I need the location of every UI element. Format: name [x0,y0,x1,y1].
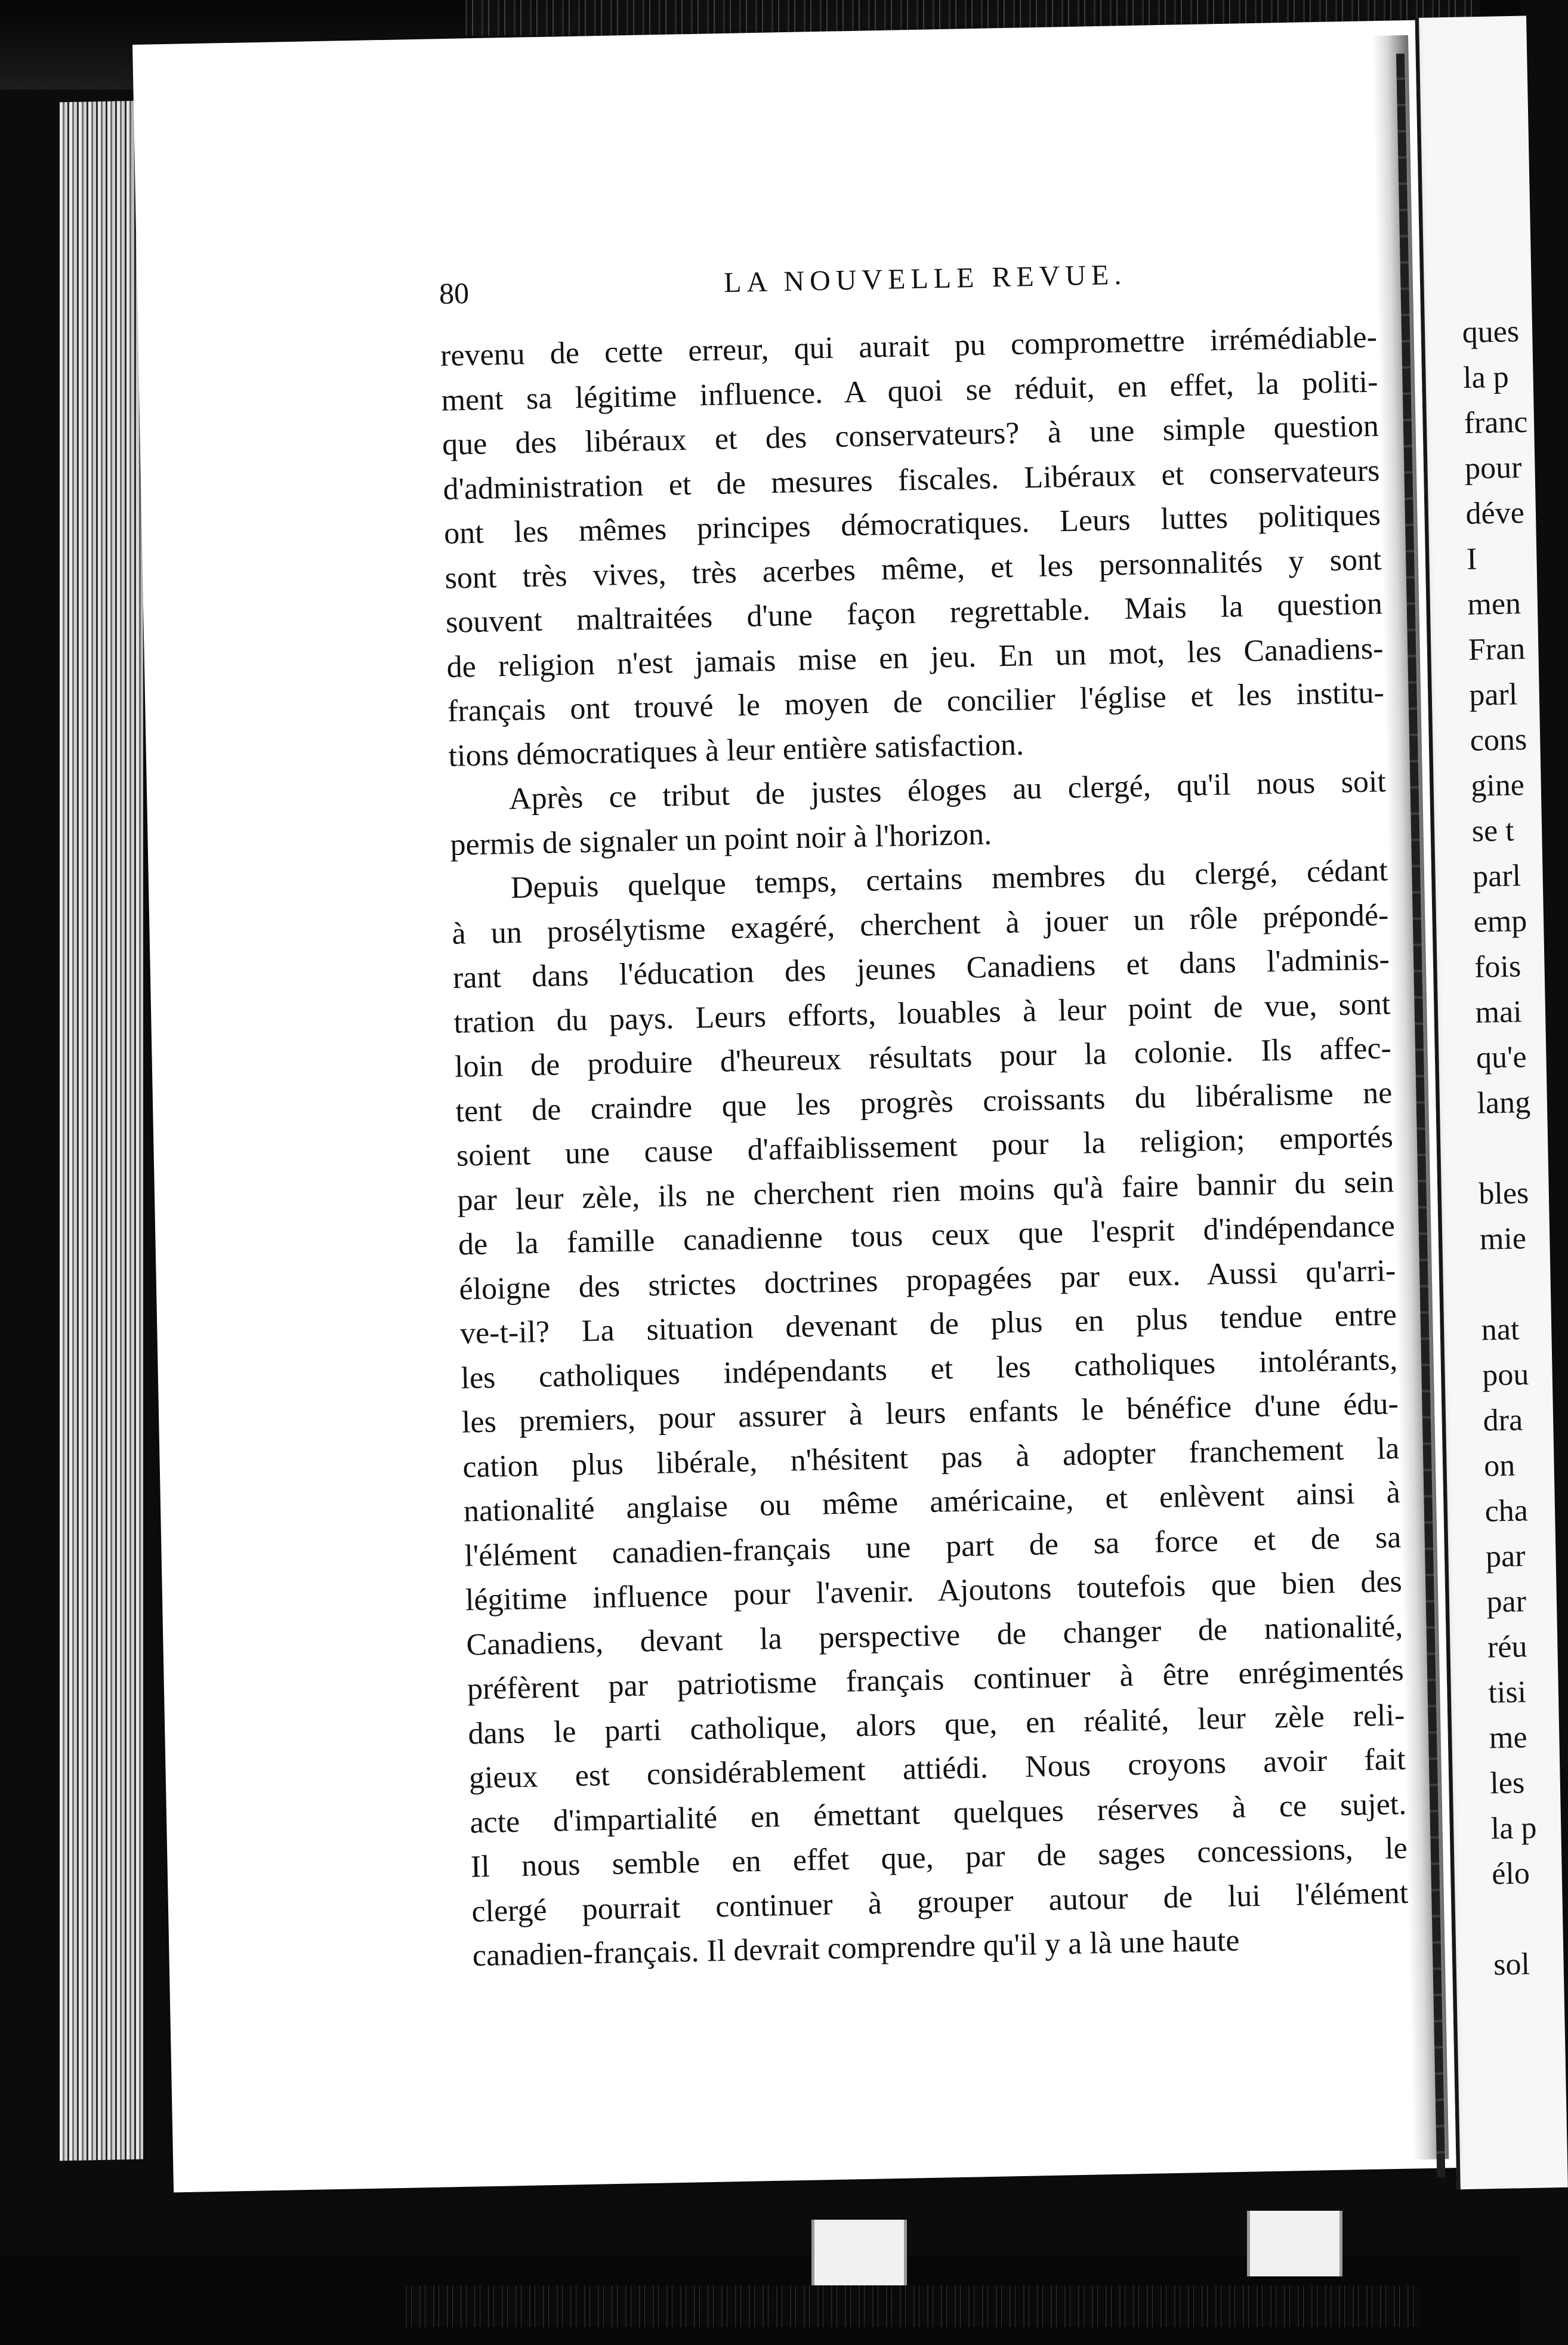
facing-page-line: bles [1478,1176,1529,1211]
facing-page-line: les [1489,1766,1525,1801]
running-head: LA NOUVELLE REVUE. [723,258,1127,299]
facing-page-line: par [1485,1539,1526,1574]
text-line: canadien-français. Il devrait comprendre qu'il y a là une haute [472,1923,1240,1973]
text-line: nationalité anglaise ou même américaine, et enlèvent ainsi à [463,1476,1401,1529]
facing-page-line: dra [1483,1403,1523,1438]
page-content [439,243,1445,1979]
facing-page-line: mai [1475,995,1523,1030]
text-line: loin de produire d'heureux résultats pour la colonie. Ils affec- [454,1031,1392,1084]
text-line: français ont trouvé le moyen de concilier l'église et les institu- [447,675,1385,729]
page-number: 80 [439,276,470,310]
facing-page-line [1477,1125,1538,1172]
text-line: les catholiques indépendants et les catholiques intolérants, [460,1342,1398,1396]
facing-page-line: gine [1470,768,1525,803]
text-line: Après ce tribut de justes éloges au clergé, qu'il nous soit [508,764,1387,816]
text-line: que des libéraux et des conservateurs? à une simple question [442,409,1379,462]
text-line: de religion n'est jamais mise en jeu. En un mot, les Canadiens- [446,631,1384,684]
facing-page-line: on [1483,1448,1515,1483]
facing-page-line: qu'e [1476,1040,1527,1075]
text-line: tration du pays. Leurs efforts, louables à leur point de vue, sont [453,986,1391,1040]
text-line: gieux est considérablement attiédi. Nous croyons avoir fait [468,1742,1406,1795]
text-line: à un prosélytisme exagéré, cherchent à jouer un rôle prépondé- [452,897,1389,951]
stacked-page-edges [60,101,143,2161]
facing-page-line: réu [1487,1630,1527,1665]
text-line: Canadiens, devant la perspective de changer de nationalité, [465,1609,1403,1662]
text-line: dans le parti catholique, alors que, en réalité, leur zèle reli- [467,1698,1405,1751]
text-line: ve-t-il? La situation devenant de plus en plus tendue entre [459,1298,1397,1351]
scan-bottom-noise [406,2285,1420,2327]
text-line: ment sa légitime influence. A quoi se réduit, en effet, la politi- [441,364,1378,418]
text-line: préfèrent par patriotisme français continuer à être enrégimentés [467,1653,1405,1707]
text-line: les premiers, pour assurer à leurs enfants le bénéfice d'une édu- [461,1387,1399,1440]
facing-page-line: emp [1473,904,1527,939]
text-line: revenu de cette erreur, qui aurait pu compromettre irrémédiable- [440,320,1378,373]
text-line: tions démocratiques à leur entière satisfaction. [448,727,1024,773]
text-line: rant dans l'éducation des jeunes Canadiens et dans l'adminis- [452,942,1390,995]
text-line: légitime influence pour l'avenir. Ajoutons toutefois que bien des [465,1565,1403,1618]
facing-page-line [1492,1896,1552,1943]
facing-page-line: cha [1484,1494,1529,1529]
page-tab [811,2220,907,2285]
text-line: Il nous semble en effet que, par de sages concessions, le [470,1831,1408,1884]
text-line: éloigne des strictes doctrines propagées par eux. Aussi qu'arri- [458,1253,1396,1307]
facing-page-line: la p [1490,1811,1537,1846]
facing-page-line: parl [1472,859,1521,894]
text-line: d'administration et de mesures fiscales. Libéraux et conservateurs [443,453,1380,507]
facing-page-line: I [1466,542,1477,576]
text-line: permis de signaler un point noir à l'horizon. [450,817,992,862]
text-line: sont très vives, très acerbes même, et les personnalités y sont [445,542,1382,595]
facing-page-line: nat [1481,1312,1520,1347]
text-line: tent de craindre que les progrès croissants du libéralisme ne [455,1075,1393,1129]
text-line: soient une cause d'affaiblissement pour la religion; emportés [456,1120,1394,1173]
facing-page-line: men [1467,587,1521,622]
facing-page-line: parl [1468,677,1518,712]
facing-page-line: lang [1476,1085,1531,1121]
facing-page-line: tisi [1487,1675,1527,1710]
facing-page-line: franc [1464,405,1528,440]
facing-page-line: se t [1471,813,1515,848]
facing-page-line: Fran [1468,632,1526,667]
page-tab [1247,2211,1342,2276]
text-line: souvent maltraitées d'une façon regrettable. Mais la question [445,587,1383,640]
text-line: clergé pourrait continuer à grouper autour de lui l'élément [471,1875,1409,1929]
text-line: ont les mêmes principes démocratiques. Leurs luttes politiques [443,498,1381,551]
facing-page-line [1480,1261,1541,1308]
body-text [440,314,1445,1979]
facing-page-line: fois [1474,949,1521,985]
facing-page-line: sol [1493,1947,1530,1982]
facing-page-line: pou [1481,1357,1529,1393]
facing-page-line: par [1486,1584,1527,1619]
text-line: acte d'impartialité en émettant quelques réserves à ce sujet. [469,1786,1407,1840]
facing-page-line: la p [1462,360,1510,395]
facing-page-line: cons [1470,723,1527,758]
text-line: de la famille canadienne tous ceux que l'esprit d'indépendance [458,1209,1396,1262]
facing-page-line: déve [1465,496,1525,531]
facing-page-line: mie [1479,1221,1527,1257]
text-line: Depuis quelque temps, certains membres du clergé, cédant [510,853,1388,905]
text-line: l'élément canadien-français une part de sa force et de sa [464,1520,1402,1573]
facing-page-line: ques [1462,314,1520,350]
facing-page-line: pour [1464,451,1522,486]
text-line: par leur zèle, ils ne cherchent rien moins qu'à faire bannir du sein [456,1164,1394,1218]
facing-page-line: me [1489,1720,1528,1755]
text-line: cation plus libérale, n'hésitent pas à adopter franchement la [462,1431,1400,1485]
facing-page-line: élo [1491,1856,1530,1892]
